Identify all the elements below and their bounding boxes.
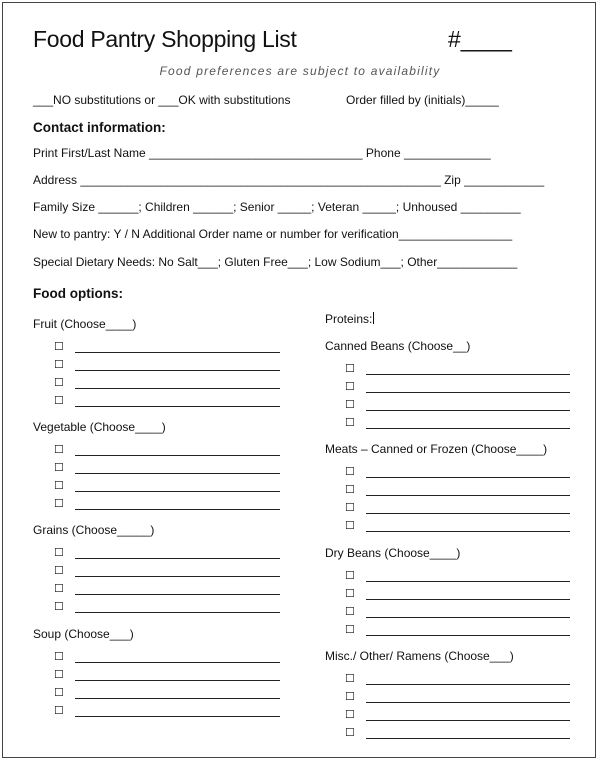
order-number-field[interactable]: #____: [448, 26, 512, 52]
checkbox-icon[interactable]: ☐: [345, 484, 355, 496]
write-line[interactable]: [75, 594, 280, 595]
write-line[interactable]: [366, 684, 570, 685]
checkbox-icon[interactable]: ☐: [54, 341, 64, 353]
write-line[interactable]: [75, 662, 280, 663]
fruit-row[interactable]: [54, 340, 280, 358]
checkbox-icon[interactable]: ☐: [345, 570, 355, 582]
contact-heading: Contact information:: [33, 120, 166, 135]
checkbox-icon[interactable]: ☐: [345, 363, 355, 375]
vegetable-label: Vegetable (Choose____): [33, 420, 166, 434]
vegetable-row[interactable]: [54, 443, 280, 461]
write-line[interactable]: [366, 374, 570, 375]
write-line[interactable]: [366, 738, 570, 739]
soup-row[interactable]: [54, 704, 280, 722]
checkbox-icon[interactable]: ☐: [54, 480, 64, 492]
write-line[interactable]: [366, 531, 570, 532]
checkbox-icon[interactable]: ☐: [345, 606, 355, 618]
write-line[interactable]: [75, 388, 280, 389]
availability-note: Food preferences are subject to availability: [159, 64, 441, 78]
vegetable-row[interactable]: [54, 479, 280, 497]
write-line[interactable]: [366, 428, 570, 429]
grains-row[interactable]: [54, 546, 280, 564]
checkbox-icon[interactable]: ☐: [345, 673, 355, 685]
write-line[interactable]: [75, 680, 280, 681]
dry-beans-row[interactable]: [345, 587, 570, 605]
text-cursor: [373, 312, 374, 324]
write-line[interactable]: [75, 558, 280, 559]
write-line[interactable]: [366, 617, 570, 618]
write-line[interactable]: [75, 406, 280, 407]
write-line[interactable]: [366, 635, 570, 636]
fruit-label: Fruit (Choose____): [33, 317, 137, 331]
checkbox-icon[interactable]: ☐: [345, 588, 355, 600]
soup-label: Soup (Choose___): [33, 627, 134, 641]
write-line[interactable]: [366, 495, 570, 496]
checkbox-icon[interactable]: ☐: [54, 601, 64, 613]
checkbox-icon[interactable]: ☐: [345, 624, 355, 636]
checkbox-icon[interactable]: ☐: [54, 498, 64, 510]
checkbox-icon[interactable]: ☐: [54, 687, 64, 699]
write-line[interactable]: [75, 509, 280, 510]
write-line[interactable]: [75, 716, 280, 717]
grains-row[interactable]: [54, 600, 280, 618]
misc-row[interactable]: [345, 708, 570, 726]
meats-label: Meats – Canned or Frozen (Choose____): [325, 442, 548, 456]
write-line[interactable]: [75, 370, 280, 371]
checkbox-icon[interactable]: ☐: [54, 359, 64, 371]
meats-row[interactable]: [345, 483, 570, 501]
checkbox-icon[interactable]: ☐: [345, 520, 355, 532]
checkbox-icon[interactable]: ☐: [345, 709, 355, 721]
page-title: Food Pantry Shopping List: [33, 26, 297, 52]
checkbox-icon[interactable]: ☐: [345, 727, 355, 739]
address-zip-line[interactable]: Address ______________________________________________________ Zip ____________: [33, 173, 545, 187]
meats-row[interactable]: [345, 519, 570, 537]
write-line[interactable]: [75, 698, 280, 699]
grains-label: Grains (Choose_____): [33, 523, 155, 537]
write-line[interactable]: [75, 352, 280, 353]
checkbox-icon[interactable]: ☐: [54, 669, 64, 681]
soup-row[interactable]: [54, 650, 280, 668]
checkbox-icon[interactable]: ☐: [54, 705, 64, 717]
checkbox-icon[interactable]: ☐: [345, 417, 355, 429]
fruit-row[interactable]: [54, 376, 280, 394]
checkbox-icon[interactable]: ☐: [54, 651, 64, 663]
substitution-options[interactable]: ___NO substitutions or ___OK with substitutions: [33, 93, 291, 107]
write-line[interactable]: [366, 720, 570, 721]
misc-label: Misc./ Other/ Ramens (Choose___): [325, 649, 514, 663]
checkbox-icon[interactable]: ☐: [345, 502, 355, 514]
proteins-label: Proteins:: [325, 312, 373, 326]
write-line[interactable]: [75, 612, 280, 613]
checkbox-icon[interactable]: ☐: [54, 462, 64, 474]
soup-row[interactable]: [54, 686, 280, 704]
checkbox-icon[interactable]: ☐: [54, 565, 64, 577]
misc-row[interactable]: [345, 672, 570, 690]
vegetable-row[interactable]: [54, 461, 280, 479]
canned-beans-row[interactable]: [345, 362, 570, 380]
write-line[interactable]: [366, 702, 570, 703]
checkbox-icon[interactable]: ☐: [345, 466, 355, 478]
checkbox-icon[interactable]: ☐: [345, 381, 355, 393]
checkbox-icon[interactable]: ☐: [54, 547, 64, 559]
fruit-row[interactable]: [54, 394, 280, 412]
misc-row[interactable]: [345, 690, 570, 708]
family-size-line[interactable]: Family Size ______; Children ______; Senior _____; Veteran _____; Unhoused _________: [33, 200, 521, 214]
dietary-needs-line[interactable]: Special Dietary Needs: No Salt___; Gluten Free___; Low Sodium___; Other____________: [33, 255, 518, 269]
canned-beans-row[interactable]: [345, 416, 570, 434]
write-line[interactable]: [366, 392, 570, 393]
dry-beans-row[interactable]: [345, 623, 570, 641]
dry-beans-row[interactable]: [345, 605, 570, 623]
checkbox-icon[interactable]: ☐: [54, 444, 64, 456]
vegetable-row[interactable]: [54, 497, 280, 515]
fruit-row[interactable]: [54, 358, 280, 376]
dry-beans-row[interactable]: [345, 569, 570, 587]
food-options-heading: Food options:: [33, 286, 123, 301]
canned-beans-row[interactable]: [345, 380, 570, 398]
write-line[interactable]: [75, 576, 280, 577]
write-line[interactable]: [366, 513, 570, 514]
write-line[interactable]: [366, 477, 570, 478]
write-line[interactable]: [366, 599, 570, 600]
meats-row[interactable]: [345, 501, 570, 519]
write-line[interactable]: [75, 491, 280, 492]
new-to-pantry-line[interactable]: New to pantry: Y / N Additional Order name or number for verification_________________: [33, 227, 513, 241]
checkbox-icon[interactable]: ☐: [54, 583, 64, 595]
write-line[interactable]: [366, 581, 570, 582]
write-line[interactable]: [366, 410, 570, 411]
checkbox-icon[interactable]: ☐: [345, 691, 355, 703]
checkbox-icon[interactable]: ☐: [54, 377, 64, 389]
soup-row[interactable]: [54, 668, 280, 686]
checkbox-icon[interactable]: ☐: [54, 395, 64, 407]
order-filled-by[interactable]: Order filled by (initials)_____: [346, 93, 499, 107]
checkbox-icon[interactable]: ☐: [345, 399, 355, 411]
grains-row[interactable]: [54, 582, 280, 600]
canned-beans-label: Canned Beans (Choose__): [325, 339, 471, 353]
write-line[interactable]: [75, 455, 280, 456]
name-phone-line[interactable]: Print First/Last Name ________________________________ Phone _____________: [33, 146, 491, 160]
dry-beans-label: Dry Beans (Choose____): [325, 546, 461, 560]
write-line[interactable]: [75, 473, 280, 474]
canned-beans-row[interactable]: [345, 398, 570, 416]
grains-row[interactable]: [54, 564, 280, 582]
misc-row[interactable]: [345, 726, 570, 744]
meats-row[interactable]: [345, 465, 570, 483]
